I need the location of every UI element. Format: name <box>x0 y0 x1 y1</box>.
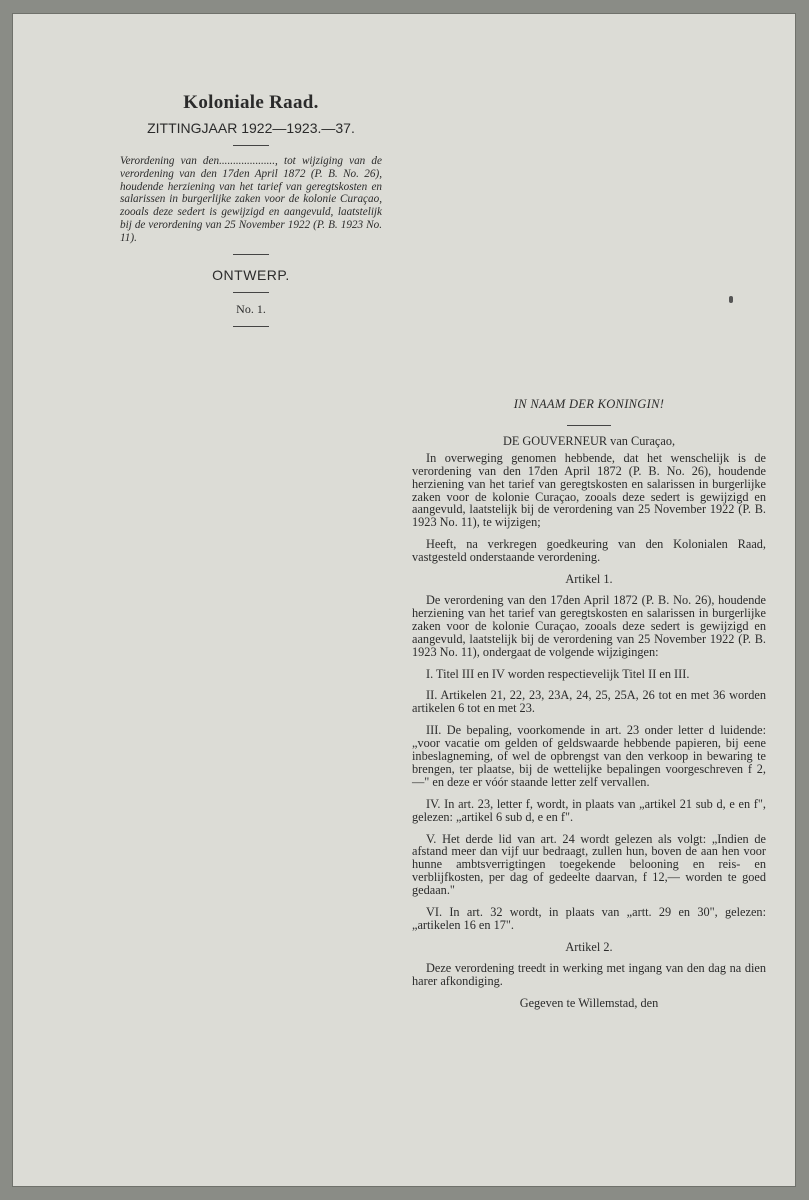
divider <box>233 326 269 327</box>
article-1-heading: Artikel 1. <box>565 572 613 587</box>
session-line: ZITTINGJAAR 1922—1923.—37. <box>147 120 355 136</box>
ordinance-body <box>412 398 766 1010</box>
article-2-text: Deze verordening treedt in werking met ingang van den dag na dien harer afkondiging. <box>412 960 766 988</box>
ink-mark <box>729 296 733 303</box>
amendment-item: VI. In art. 32 wordt, in plaats van „artt. 29 en 30", gelezen: „artikelen 16 en 17". <box>412 905 766 932</box>
divider <box>567 425 611 426</box>
draft-label: ONTWERP. <box>212 266 290 283</box>
article-1-intro: De verordening van den 17den April 1872 (P. B. No. 26), houdende herziening van het tarief van geregtskosten en salarissen in burgerlijke zaken voor de kolonie Curaçao, zooals deze sedert is gewijzigd en aangevuld, laatstelijk bij de verordening van 25 November 1922 (P. B. 1923 No. 11), ondergaat de volgende wijzigingen: <box>412 592 766 659</box>
divider <box>233 145 269 146</box>
divider <box>233 292 269 293</box>
invocation: IN NAAM DER KONINGIN! <box>513 397 665 411</box>
amendment-item: I. Titel III en IV worden respectievelijk Titel II en III. <box>426 666 690 681</box>
draft-number: No. 1. <box>236 301 266 316</box>
amendment-item: II. Artikelen 21, 22, 23, 23A, 24, 25, 25A, 26 tot en met 36 worden artikelen 6 tot en met 23. <box>412 688 766 716</box>
approval-paragraph: Heeft, na verkregen goedkeuring van den Kolonialen Raad, vastgesteld onderstaande verordening. <box>412 537 766 565</box>
header-block <box>120 92 382 336</box>
article-2-heading: Artikel 2. <box>565 939 613 954</box>
document-title: Koloniale Raad. <box>183 92 319 113</box>
amendment-item: V. Het derde lid van art. 24 wordt gelezen als volgt: „Indien de afstand meer dan vijf uur bedraagt, zullen hun, boven de aan hen voor hunne ambtsverrigtingen toegekende belooning en reis- en verblijfkosten, per dag of gedeelte daarvan, f 12,— worden te goed gedaan." <box>412 831 766 898</box>
signature-line: Gegeven te Willemstad, den <box>519 995 659 1010</box>
preamble-text: Verordening van den...................., tot wijziging van de verordening van den 17den April 1872 (P. B. No. 26), houdende herziening van het tarief van geregtskosten en salarissen in burgerlijke zaken voor de kolonie Curaçao, zooals deze sedert is gewijzigd en aangevuld, laatstelijk bij de verordening van 25 November 1922 (P. B. 1923 No. 11). <box>120 155 382 244</box>
divider <box>233 254 269 255</box>
considering-paragraph: In overweging genomen hebbende, dat het wenschelijk is de verordening van den 17den April 1872 (P. B. No. 26), houdende herziening van het tarief van geregtskosten en salarissen in burgerlijke zaken voor de kolonie Curaçao, zooals deze sedert is gewijzigd en aangevuld, laatstelijk bij de verordening van 25 November 1922 (P. B. 1923 No. 11), te wijzigen; <box>412 450 766 530</box>
amendment-item: III. De bepaling, voorkomende in art. 23 onder letter d luidende: „voor vacatie om gelden of geldswaarde hebbende papieren, bij eene inbeslagneming, of wel de opbrengst van den verkoop in bewaring te brengen, ter plaatse, bij de wettelijke bepalingen voorgeschreven f 2,—" en deze er vóór staande letter zelf vervallen. <box>412 723 766 789</box>
governor-line: DE GOUVERNEUR van Curaçao, <box>502 433 676 448</box>
amendment-item: IV. In art. 23, letter f, wordt, in plaats van „artikel 21 sub d, e en f", gelezen: „artikel 6 sub d, e en f". <box>412 796 766 824</box>
document-page <box>13 14 795 1186</box>
